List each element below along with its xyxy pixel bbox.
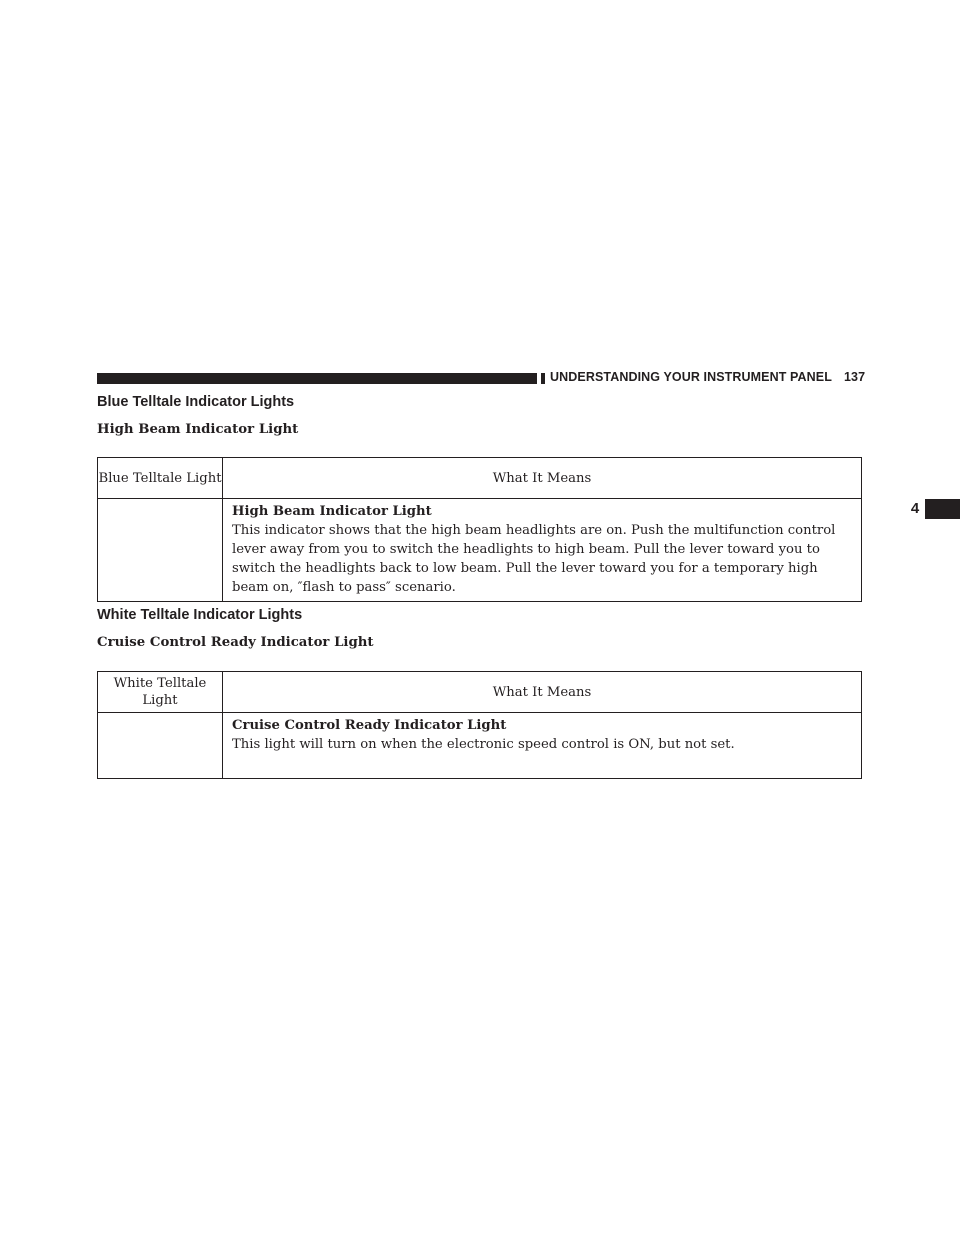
col-header-light: Blue Telltale Light [98,458,223,499]
white-telltale-table [97,671,862,779]
table-row [98,713,862,779]
row-body: This indicator shows that the high beam headlights are on. Push the multifunction control lever away from you to switch the headlights to high beam. Pull the lever toward you to switch the headlights back to low beam. Pull the lever toward you for a temporary high beam on, ″flash to pass″ scenario. [232,523,836,595]
subheading-high-beam: High Beam Indicator Light [97,422,299,437]
header-rule [97,373,537,384]
section-heading-blue: Blue Telltale Indicator Lights [97,394,295,410]
subheading-cruise-control: Cruise Control Ready Indicator Light [97,635,374,650]
col-header-light: White Telltale Light [98,672,223,713]
row-title: High Beam Indicator Light [232,504,432,519]
table-header-row [98,672,862,713]
page-number: 137 [843,370,866,384]
table-row [98,499,862,602]
chapter-tab [925,499,960,519]
running-head-title: UNDERSTANDING YOUR INSTRUMENT PANEL [550,370,832,384]
row-body: This light will turn on when the electronic speed control is ON, but not set. [232,737,735,752]
header-rule-end [541,373,545,384]
col-header-meaning: What It Means [223,672,862,713]
running-head [550,370,865,384]
row-title: Cruise Control Ready Indicator Light [232,718,507,733]
description-cell [223,713,862,779]
description-cell [223,499,862,602]
section-heading-white: White Telltale Indicator Lights [97,607,303,623]
table-header-row [98,458,862,499]
cruise-control-icon-cell [98,713,223,779]
chapter-number: 4 [910,500,920,517]
blue-telltale-table [97,457,862,602]
high-beam-icon-cell [98,499,223,602]
col-header-meaning: What It Means [223,458,862,499]
